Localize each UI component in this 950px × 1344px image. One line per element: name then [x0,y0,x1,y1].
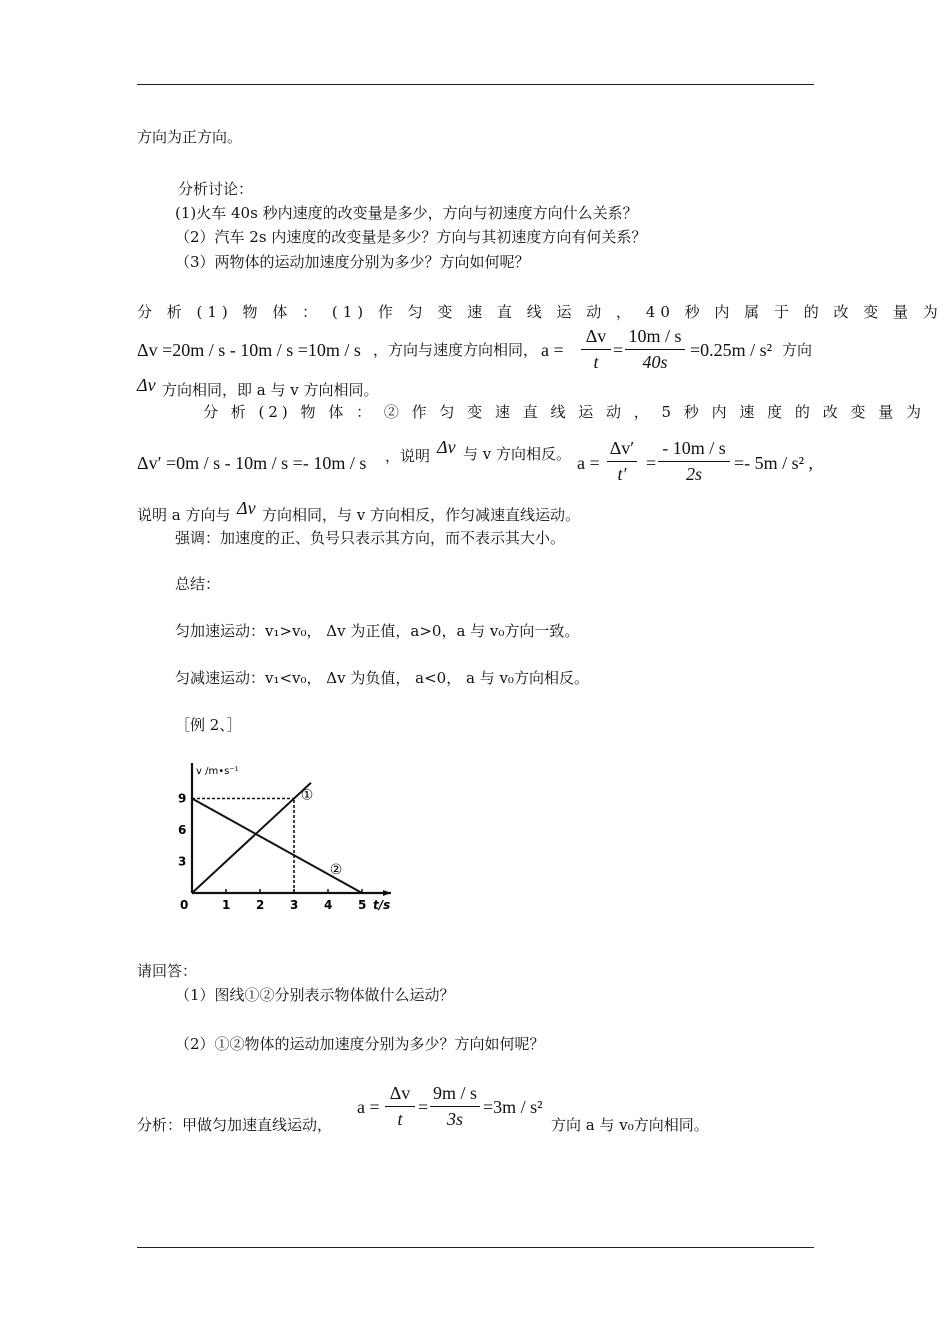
fraction-denominator: 3s [446,1109,463,1129]
fraction-numerator: 10m / s [625,326,685,350]
x-tick-label: 4 [324,898,333,912]
final-lead: 分析：甲做匀加速直线运动， [137,1116,333,1134]
x-tick-label: 0 [180,898,189,912]
discussion-question-2: （2）汽车 2s 内速度的改变量是多少？方向与其初速度方向有何关系？ [175,228,647,246]
y-tick-label: 9 [178,791,187,806]
analysis2-fraction-1 [607,438,637,485]
discussion-heading: 分析讨论： [178,180,254,198]
equals-sign: = [646,453,657,473]
analysis2-result: =- 5m / s² , [734,453,814,473]
fraction-denominator: 2s [685,464,702,484]
analysis1-delta-v-equation: Δv =20m / s - 10m / s =10m / s [137,340,361,360]
x-tick-label: 3 [290,898,299,912]
y-tick-label: 6 [178,823,187,837]
x-axis-arrow [383,890,391,896]
summary-heading: 总结： [175,575,221,593]
equals-sign: = [613,340,624,360]
series-label: ① [300,787,314,804]
fraction-denominator: t [397,1109,403,1129]
final-fraction-1 [385,1083,415,1130]
header-rule [137,84,814,85]
equals-sign: = [418,1097,429,1117]
analysis2-line1: 分 析 (2) 物 体 ： ② 作 匀 变 速 直 线 运 动 ， 5 秒 内 速 度 的 改 变 量 为 [203,403,925,421]
velocity-time-chart [160,755,400,915]
fraction-numerator: Δv [581,326,611,350]
analysis2-a-lhs: a = [577,453,600,473]
analysis1-line3: 方向相同，即 a 与 v 方向相同。 [162,381,379,399]
footer-rule [137,1247,814,1248]
analysis2-text-mid2: 与 v 方向相反。 [463,445,572,463]
question-1: （1）图线①②分别表示物体做什么运动？ [175,986,455,1004]
analysis2-delta-v-equation: Δv′ =0m / s - 10m / s =- 10m / s [137,453,367,473]
analysis1-a-lhs: a = [541,340,564,360]
x-axis-label: t/s [373,898,391,912]
y-axis-label: v /m•s⁻¹ [196,766,239,777]
fraction-denominator: 40s [642,352,668,372]
y-tick-label: 3 [178,854,187,869]
intro-text: 方向为正方向。 [137,128,243,146]
x-tick-label: 5 [358,898,367,912]
summary-accelerated: 匀加速运动：v₁>v₀， Δv 为正值，a>0，a 与 v₀方向一致。 [175,622,580,640]
question-2: （2）①②物体的运动加速度分别为多少？方向如何呢？ [175,1035,545,1053]
fraction-numerator: Δv [385,1083,415,1107]
series-line [192,799,362,894]
analysis1-delta-v-symbol: Δv [137,375,156,395]
analysis2-delta-v-symbol: Δv [437,437,456,457]
emphasis-text: 强调：加速度的正、负号只表示其方向，而不表示其大小。 [175,529,566,547]
analysis1-tail: 方向 [782,341,813,359]
summary-decelerated: 匀减速运动：v₁<v₀， Δv 为负值， a<0， a 与 v₀方向相反。 [175,669,589,687]
analysis2-line3-b: 方向相同，与 v 方向相反，作匀减速直线运动。 [262,506,581,524]
fraction-denominator: t [593,352,599,372]
analysis1-text-after: ，方向与速度方向相同， [373,341,539,359]
analysis2-line3-a: 说明 a 方向与 [137,506,231,524]
analysis1-line1: 分 析 (1) 物 体 ： (1) 作 匀 变 速 直 线 运 动 ， 40 秒 内 属 于 的 改 变 量 为 [137,303,943,321]
analysis2-line3-symbol: Δv [237,498,256,518]
example-2-label: ［例 2、］ [175,716,242,734]
discussion-question-1: (1)火车 40s 秒内速度的改变量是多少，方向与初速度方向什么关系？ [175,204,638,222]
series-label: ② [329,861,343,878]
fraction-numerator: - 10m / s [658,438,730,462]
final-result: =3m / s² [483,1097,543,1117]
final-fraction-2 [430,1083,480,1130]
x-tick-label: 2 [256,898,265,912]
fraction-numerator: Δv′ [607,438,637,462]
final-a-lhs: a = [357,1097,380,1117]
analysis1-result: =0.25m / s² [690,340,773,360]
analysis2-fraction-2 [658,438,730,485]
questions-heading: 请回答： [137,962,198,980]
analysis2-text-mid: ，说明 [385,447,431,465]
final-tail: 方向 a 与 v₀方向相同。 [551,1116,709,1134]
analysis1-fraction-2 [625,326,685,373]
analysis1-fraction-1 [581,326,611,373]
discussion-question-3: （3）两物体的运动加速度分别为多少？方向如何呢？ [175,253,530,271]
fraction-numerator: 9m / s [430,1083,480,1107]
fraction-denominator: t′ [617,464,627,484]
x-tick-label: 1 [222,898,231,912]
